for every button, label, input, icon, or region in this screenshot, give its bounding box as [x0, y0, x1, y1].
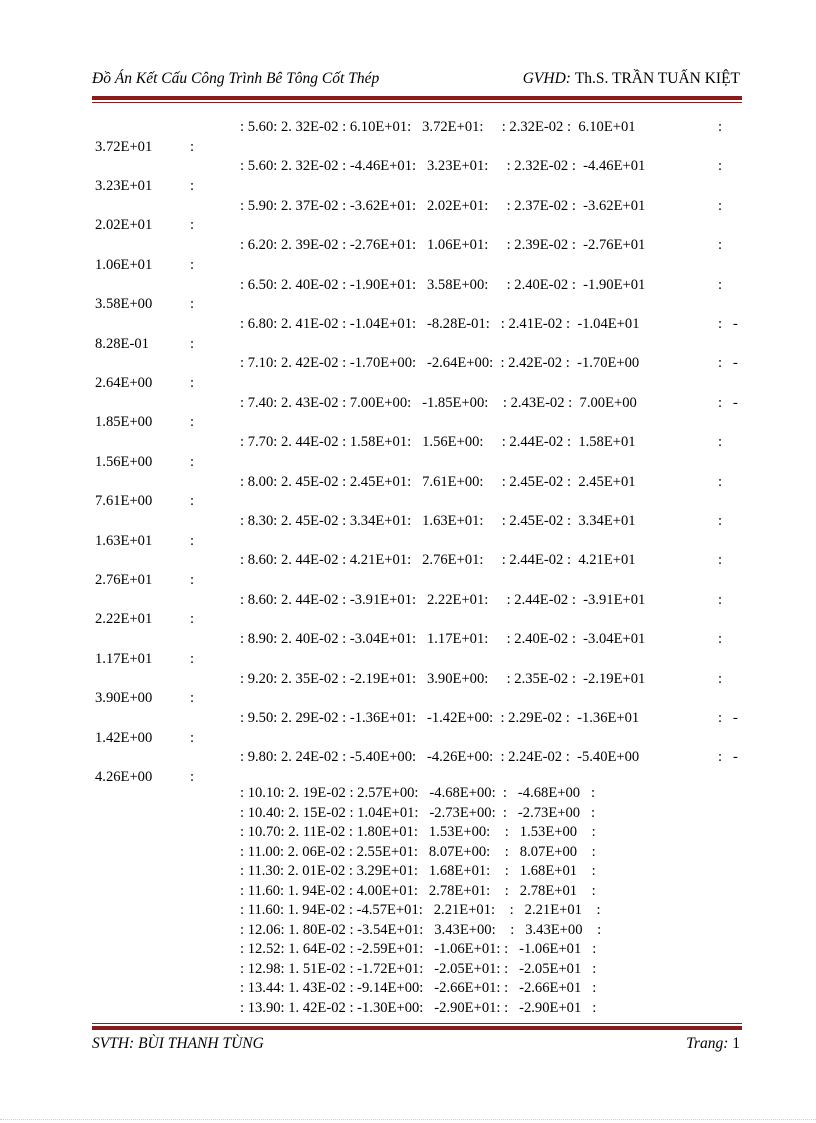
page-header	[92, 70, 740, 92]
advisor-info	[523, 70, 740, 88]
table-row-wrap: 1.56E+00	[95, 453, 153, 470]
table-row-wrap: 3.90E+00	[95, 690, 153, 707]
table-row-compact: : 10.70: 2. 11E-02 : 1.80E+01: 1.53E+00: : 1.53E+00 :	[240, 824, 596, 840]
table-row-tail: :	[718, 552, 723, 569]
table-row-wrap: 1.63E+01	[95, 532, 153, 549]
table-row-main: : 5.60: 2. 32E-02 : 6.10E+01: 3.72E+01: : 2.32E-02 : 6.10E+01	[240, 119, 636, 135]
table-row-tail: : -	[718, 355, 738, 372]
table-row-main: : 6.80: 2. 41E-02 : -1.04E+01: -8.28E-01: : 2.41E-02 : -1.04E+01	[240, 316, 640, 332]
table-row-tail: :	[718, 276, 723, 293]
document-title: Đồ Án Kết Cấu Công Trình Bê Tông Cốt Thép	[92, 70, 380, 87]
table-row-tail: :	[718, 670, 723, 687]
table-row-wrap: 1.85E+00	[95, 414, 153, 431]
table-row-wrap: 2.02E+01	[95, 217, 153, 234]
table-row-tail: : -	[718, 710, 738, 726]
table-row-wrap: 4.26E+00	[95, 769, 153, 785]
table-row-wrap-colon: :	[190, 178, 195, 194]
table-row-compact: : 10.10: 2. 19E-02 : 2.57E+00: -4.68E+00: : -4.68E+00 :	[240, 785, 596, 801]
table-row-tail: :	[718, 473, 723, 490]
author-name: SVTH: BÙI THANH TÙNG	[92, 1035, 264, 1052]
header-rule	[92, 96, 742, 103]
table-row-compact: : 13.44: 1. 43E-02 : -9.14E+00: -2.66E+01: : -2.66E+01 :	[240, 980, 597, 996]
table-row-main: : 8.60: 2. 44E-02 : -3.91E+01: 2.22E+01: : 2.44E-02 : -3.91E+01	[240, 591, 646, 608]
table-row-wrap: 2.76E+01	[95, 572, 153, 588]
table-row-tail: :	[718, 513, 723, 529]
table-row-tail: :	[718, 197, 723, 214]
table-row-wrap: 3.23E+01	[95, 178, 153, 194]
table-row-main: : 9.50: 2. 29E-02 : -1.36E+01: -1.42E+00: : 2.29E-02 : -1.36E+01	[240, 710, 640, 726]
page-number	[686, 1035, 740, 1053]
table-row-main: : 8.30: 2. 45E-02 : 3.34E+01: 1.63E+01: : 2.45E-02 : 3.34E+01	[240, 513, 636, 529]
table-row-compact: : 11.60: 1. 94E-02 : 4.00E+01: 2.78E+01: : 2.78E+01 :	[240, 882, 596, 899]
table-row-main: : 5.60: 2. 32E-02 : -4.46E+01: 3.23E+01: : 2.32E-02 : -4.46E+01	[240, 158, 646, 175]
table-row-tail: :	[718, 631, 723, 648]
table-row-main: : 8.60: 2. 44E-02 : 4.21E+01: 2.76E+01: : 2.44E-02 : 4.21E+01	[240, 552, 636, 569]
table-row-wrap: 3.58E+00	[95, 296, 153, 313]
table-row-wrap: 1.06E+01	[95, 256, 153, 273]
table-row-main: : 9.80: 2. 24E-02 : -5.40E+00: -4.26E+00: : 2.24E-02 : -5.40E+00	[240, 749, 640, 766]
advisor-name: Th.S. TRẦN TUẤN KIỆT	[574, 70, 740, 87]
table-row-main: : 7.70: 2. 44E-02 : 1.58E+01: 1.56E+00: : 2.44E-02 : 1.58E+01	[240, 434, 636, 451]
table-row-compact: : 11.00: 2. 06E-02 : 2.55E+01: 8.07E+00: : 8.07E+00 :	[240, 843, 596, 860]
table-row-wrap-colon: :	[190, 256, 195, 273]
table-row-wrap-colon: :	[190, 769, 195, 785]
table-row-compact: : 12.98: 1. 51E-02 : -1.72E+01: -2.05E+01: : -2.05E+01 :	[240, 960, 597, 977]
table-row-wrap-colon: :	[190, 572, 195, 588]
table-row-compact: : 11.60: 1. 94E-02 : -4.57E+01: 2.21E+01: : 2.21E+01 :	[240, 902, 601, 918]
page-label: Trang:	[686, 1035, 729, 1052]
page-num: 1	[732, 1035, 740, 1052]
table-row-wrap-colon: :	[190, 335, 195, 352]
table-row-wrap-colon: :	[190, 375, 195, 391]
table-row-wrap-colon: :	[190, 138, 195, 155]
table-row-wrap-colon: :	[190, 532, 195, 549]
page-footer	[92, 1035, 740, 1057]
table-row-main: : 9.20: 2. 35E-02 : -2.19E+01: 3.90E+00: : 2.35E-02 : -2.19E+01	[240, 670, 646, 687]
table-row-wrap-colon: :	[190, 493, 195, 510]
table-row-main: : 8.90: 2. 40E-02 : -3.04E+01: 1.17E+01: : 2.40E-02 : -3.04E+01	[240, 631, 646, 648]
table-row-wrap: 1.42E+00	[95, 729, 153, 746]
table-row-main: : 7.10: 2. 42E-02 : -1.70E+00: -2.64E+00: : 2.42E-02 : -1.70E+00	[240, 355, 640, 372]
table-row-wrap-colon: :	[190, 611, 195, 628]
table-row-wrap-colon: :	[190, 729, 195, 746]
table-row-wrap: 2.22E+01	[95, 611, 153, 628]
table-row-compact: : 12.06: 1. 80E-02 : -3.54E+01: 3.43E+00: : 3.43E+00 :	[240, 921, 602, 938]
table-row-compact: : 13.90: 1. 42E-02 : -1.30E+00: -2.90E+01: : -2.90E+01 :	[240, 999, 597, 1016]
table-row-wrap-colon: :	[190, 650, 195, 667]
table-row-main: : 5.90: 2. 37E-02 : -3.62E+01: 2.02E+01: : 2.37E-02 : -3.62E+01	[240, 197, 646, 214]
table-row-main: : 8.00: 2. 45E-02 : 2.45E+01: 7.61E+00: : 2.45E-02 : 2.45E+01	[240, 473, 636, 490]
advisor-label: GVHD:	[522, 70, 571, 87]
footer-rule	[92, 1023, 742, 1030]
table-row-wrap: 8.28E-01	[95, 335, 149, 352]
table-row-main: : 7.40: 2. 43E-02 : 7.00E+00: -1.85E+00: : 2.43E-02 : 7.00E+00	[240, 394, 637, 411]
table-row-wrap: 1.17E+01	[95, 650, 153, 667]
page-edge-divider	[0, 1119, 816, 1120]
table-row-wrap-colon: :	[190, 414, 195, 431]
table-row-tail: : -	[718, 316, 738, 332]
table-row-main: : 6.20: 2. 39E-02 : -2.76E+01: 1.06E+01: : 2.39E-02 : -2.76E+01	[240, 237, 646, 254]
table-row-wrap: 7.61E+00	[95, 493, 153, 510]
table-row-tail: :	[718, 237, 723, 254]
table-row-wrap-colon: :	[190, 690, 195, 707]
table-row-compact: : 11.30: 2. 01E-02 : 3.29E+01: 1.68E+01: : 1.68E+01 :	[240, 863, 596, 879]
table-row-wrap-colon: :	[190, 217, 195, 234]
table-row-wrap: 3.72E+01	[95, 138, 153, 155]
table-row-wrap-colon: :	[190, 453, 195, 470]
table-row-tail: :	[718, 591, 723, 608]
table-row-tail: :	[718, 158, 723, 175]
table-row-tail: : -	[718, 749, 738, 766]
table-row-tail: :	[718, 434, 723, 451]
table-row-tail: : -	[718, 394, 738, 411]
table-row-tail: :	[718, 119, 723, 135]
table-row-wrap-colon: :	[190, 296, 195, 313]
table-row-compact: : 10.40: 2. 15E-02 : 1.04E+01: -2.73E+00: : -2.73E+00 :	[240, 804, 596, 821]
table-row-wrap: 2.64E+00	[95, 375, 153, 391]
table-row-main: : 6.50: 2. 40E-02 : -1.90E+01: 3.58E+00: : 2.40E-02 : -1.90E+01	[240, 276, 646, 293]
table-row-compact: : 12.52: 1. 64E-02 : -2.59E+01: -1.06E+01: : -1.06E+01 :	[240, 941, 597, 957]
